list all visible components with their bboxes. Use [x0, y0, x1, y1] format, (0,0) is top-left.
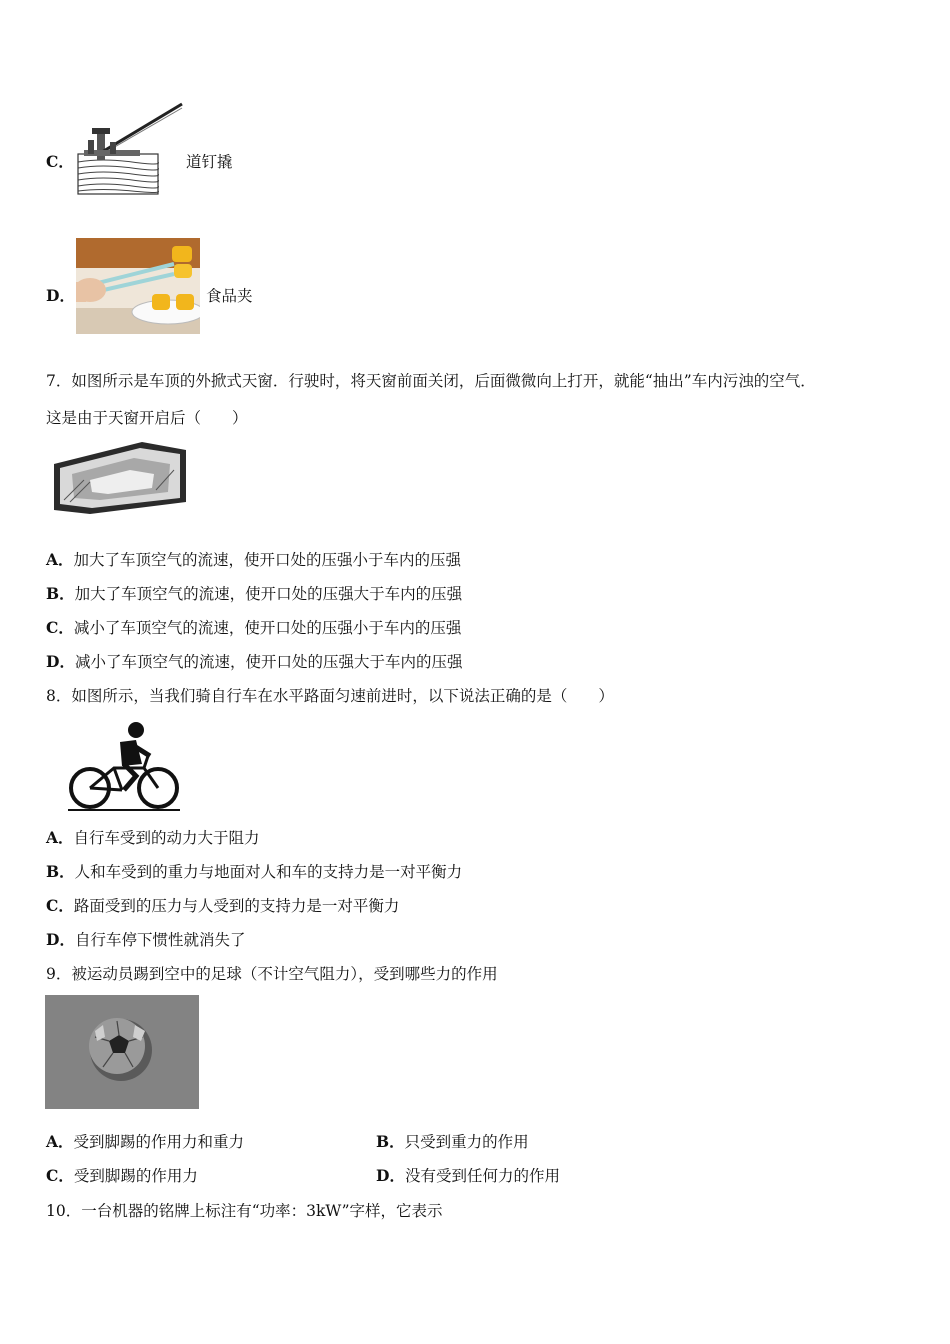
nail-puller-image — [72, 100, 188, 198]
option-d-prev-caption — [206, 286, 253, 306]
option-letter: B． — [46, 584, 75, 603]
q9-stem: 9．被运动员踢到空中的足球（不计空气阻力），受到哪些力的作用 — [46, 965, 498, 983]
q10-stem: 10．一台机器的铭牌上标注有“功率：3kW”字样，它表示 — [46, 1202, 443, 1220]
food-tongs-image — [76, 238, 200, 334]
option-text: 受到脚踢的作用力 — [73, 1167, 198, 1185]
option-letter: B． — [376, 1132, 405, 1151]
q9-option-d[interactable] — [376, 1166, 560, 1186]
option-letter: D． — [376, 1166, 405, 1185]
option-letter: A． — [46, 828, 74, 847]
option-letter: C． — [46, 896, 74, 915]
q8-option-a[interactable] — [46, 828, 260, 848]
option-text: 自行车停下惯性就消失了 — [74, 931, 246, 949]
option-text: 人和车受到的重力与地面对人和车的支持力是一对平衡力 — [74, 863, 463, 881]
football-image — [45, 995, 199, 1109]
q7-option-b[interactable] — [46, 584, 462, 604]
option-text: 路面受到的压力与人受到的支持力是一对平衡力 — [73, 897, 400, 915]
q9-option-c[interactable] — [46, 1166, 198, 1186]
q8-option-d[interactable] — [46, 930, 245, 950]
option-letter: C． — [46, 152, 74, 171]
q8-stem: 8．如图所示，当我们骑自行车在水平路面匀速前进时，以下说法正确的是（ ） — [46, 687, 614, 705]
sunroof-image — [50, 440, 190, 518]
option-letter: C． — [46, 618, 74, 637]
cyclist-image — [64, 718, 184, 814]
option-d-prev — [46, 286, 75, 306]
option-text: 减小了车顶空气的流速，使开口处的压强大于车内的压强 — [74, 653, 463, 671]
option-letter: B． — [46, 862, 75, 881]
option-text: 加大了车顶空气的流速，使开口处的压强大于车内的压强 — [74, 585, 463, 603]
q7-option-d[interactable] — [46, 652, 462, 672]
option-text: 减小了车顶空气的流速，使开口处的压强小于车内的压强 — [73, 619, 462, 637]
option-letter: A． — [46, 1132, 74, 1151]
option-letter: D． — [46, 286, 75, 305]
option-text: 没有受到任何力的作用 — [404, 1167, 560, 1185]
option-text: 受到脚踢的作用力和重力 — [73, 1133, 245, 1151]
option-text: 只受到重力的作用 — [404, 1133, 529, 1151]
q9-option-b[interactable] — [376, 1132, 529, 1152]
caption-text: 食品夹 — [206, 287, 253, 305]
option-c-prev-caption — [186, 152, 233, 172]
q8-option-b[interactable] — [46, 862, 462, 882]
q8-option-c[interactable] — [46, 896, 399, 916]
option-text: 自行车受到的动力大于阻力 — [73, 829, 260, 847]
option-letter: C． — [46, 1166, 74, 1185]
caption-text: 道钉撬 — [186, 153, 233, 171]
option-c-prev — [46, 152, 74, 172]
option-letter: D． — [46, 652, 75, 671]
q7-stem-line2: 这是由于天窗开启后（ ） — [46, 409, 248, 427]
q7-option-c[interactable] — [46, 618, 461, 638]
option-letter: D． — [46, 930, 75, 949]
option-letter: A． — [46, 550, 74, 569]
q9-option-a[interactable] — [46, 1132, 244, 1152]
option-text: 加大了车顶空气的流速，使开口处的压强小于车内的压强 — [73, 551, 462, 569]
q7-stem-line1: 7．如图所示是车顶的外掀式天窗．行驶时，将天窗前面关闭，后面微微向上打开，就能“抽出”车内污浊的空气． — [46, 372, 816, 390]
q7-option-a[interactable] — [46, 550, 461, 570]
